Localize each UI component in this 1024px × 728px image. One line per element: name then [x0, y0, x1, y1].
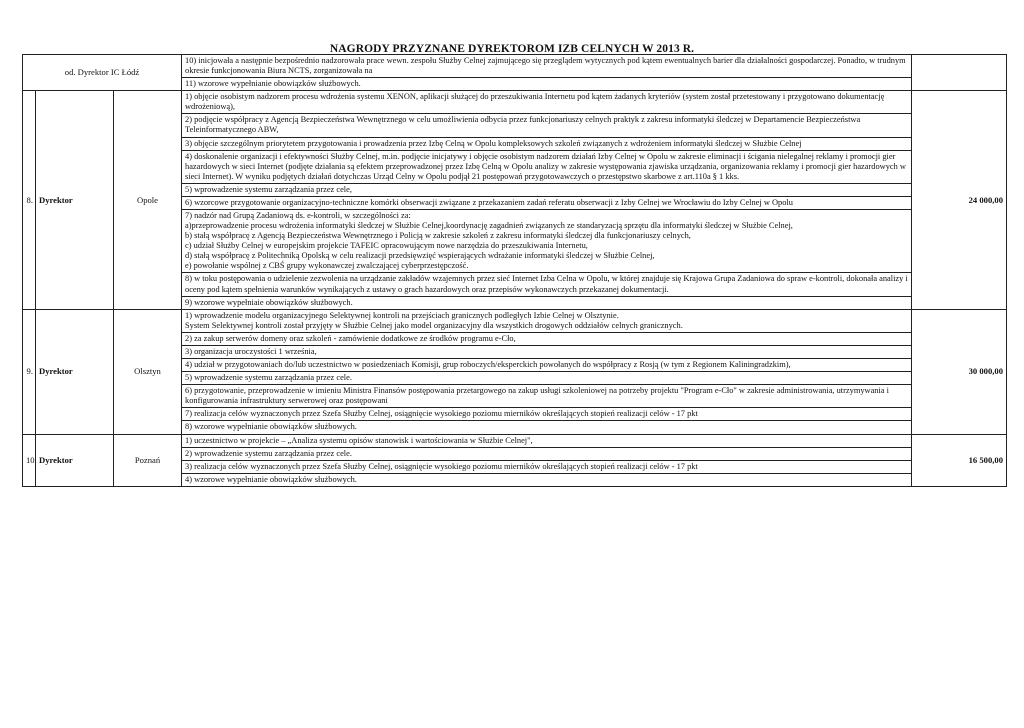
- page-title: NAGRODY PRZYZNANE DYREKTOROM IZB CELNYCH W 2013 R.: [329, 43, 695, 55]
- table-row: [23, 309, 1007, 332]
- office: Opole: [114, 91, 182, 309]
- award-reason: 8) wzorowe wypełnianie obowiązków służbowych.: [182, 421, 912, 434]
- table-row: [23, 434, 1007, 447]
- awards-table: [22, 54, 1007, 487]
- table-row: [23, 55, 1007, 78]
- award-reason: 4) doskonalenie organizacji i efektywności Służby Celnej, m.in. podjęcie inicjatywy i objęcie osobistym nadzorem działań Izby Celnej w Opolu w zakresie eliminacji i ścigania nielegalnej reklamy i promocji gier hazardowych w sieci Internet (podjęte działania są efektem przeprowadzonej przez Izbę Celną w Opolu analizy w zakresie występowania zjawiska urządzania, organizowania reklamy i promocji gier hazardowych w sieci Internet). W wyniku podjętych działań dotychczas Urząd Celny w Opolu podjął 21 postępowań przygotowawczych o przestępstwo skarbowe z art.110a § 1 kks.: [182, 150, 912, 183]
- award-reason: 7) realizacja celów wyznaczonych przez Szefa Służby Celnej, osiągnięcie wysokiego poziomu mierników określających stopień realizacji celów - 17 pkt: [182, 408, 912, 421]
- award-amount: [912, 55, 1007, 91]
- award-reason: 8) w toku postępowania o udzielenie zezwolenia na urządzanie zakładów wzajemnych przez sieć Internet Izba Celna w Opolu, w której znajduje się Krajowa Grupa Zadaniowa do spraw e-kontroli, dokonała analizy i oceny pod kątem spełnienia warunków wynikających z ustawy o grach hazardowych oraz przepisów wykonawczych przekazanej dokumentacji.: [182, 273, 912, 296]
- table-row: [23, 91, 1007, 114]
- office: Olsztyn: [114, 309, 182, 434]
- office: Poznań: [114, 434, 182, 486]
- award-reason: 6) wzorcowe przygotowanie organizacyjno-techniczne komórki obserwacji związane z przekazaniem zadań referatu obserwacji z Izby Celnej we Wrocławiu do Izby Celnej w Opolu: [182, 196, 912, 209]
- position: Dyrektor: [36, 434, 114, 486]
- award-reason: 4) wzorowe wypełnianie obowiązków służbowych.: [182, 473, 912, 486]
- award-reason: 3) realizacja celów wyznaczonych przez Szefa Służby Celnej, osiągnięcie wysokiego poziomu mierników określających stopień realizacji celów - 17 pkt: [182, 460, 912, 473]
- award-reason: 7) nadzór nad Grupą Zadaniową ds. e-kontroli, w szczególności za: a)przeprowadzenie procesu wdrożenia informatyki śledczej w Służbie Celnej,koordynację zagadnień związanych ze standaryzacją sprzętu dla informatyki śledczej w Służbie Celnej, b) stałą współpracę z Agencją Bezpieczeństwa Wewnętrznego i Policją w zakresie szkoleń z zakresu informatyki śledczej dla funkcjonariuszy celnych, c) udział Służby Celnej w europejskim projekcie TAFEIC opracowującym nowe narzędzia do przeszukiwania Internetu, d) stałą współpracę z Politechniką Opolską w celu realizacji przedsięwzięć wspierających wdrażanie informatyki śledczej w Służbie Celnej, e) powołanie wspólnej z CBŚ grupy wykonawczej zwalczającej cyberprzestępczość.: [182, 210, 912, 273]
- award-reason: 3) objęcie szczególnym priorytetem przygotowania i prowadzenia przez Izbę Celną w Opolu kompleksowych szkoleń związanych z wdrożeniem informatyki śledczej w Służbie Celnej: [182, 137, 912, 150]
- award-reason: 2) wprowadzenie systemu zarządzania przez cele.: [182, 447, 912, 460]
- award-reason: 2) za zakup serwerów domeny oraz szkoleń - zamówienie dodatkowe ze środków programu e-Cło,: [182, 332, 912, 345]
- award-amount: 24 000,00: [912, 91, 1007, 309]
- position: Dyrektor: [36, 91, 114, 309]
- position: Dyrektor: [36, 309, 114, 434]
- award-reason: 1) objęcie osobistym nadzorem procesu wdrożenia systemu XENON, aplikacji służącej do przeszukiwania Internetu pod kątem żadanych kryteriów (system został przetestowany i przygotowano dokumentację wdrożeniową),: [182, 91, 912, 114]
- row-number: 8.: [23, 91, 36, 309]
- award-reason: 11) wzorowe wypełnianie obowiązków służbowych.: [182, 78, 912, 91]
- award-reason: 10) inicjowała a następnie bezpośrednio nadzorowała prace wewn. zespołu Służby Celnej zajmującego się przeglądem wytycznych pod kątem ewentualnych barier dla działalności gospodarczej. Ponadto, w trudnym okresie funkcjonowania Biura NCTS, zorganizowała na: [182, 55, 912, 78]
- award-reason: 1) uczestnictwo w projekcie – „Analiza systemu opisów stanowisk i wartościowania w Służbie Celnej",: [182, 434, 912, 447]
- row-number: 9.: [23, 309, 36, 434]
- award-reason: 4) udział w przygotowaniach do/lub uczestnictwo w posiedzeniach Komisji, grup roboczych/eksperckich powołanych do współpracy z Rosją (w tym z Regionem Kaliningradzkim),: [182, 359, 912, 372]
- award-amount: 16 500,00: [912, 434, 1007, 486]
- award-reason: 1) wprowadzenie modelu organizacyjnego Selektywnej kontroli na przejściach granicznych podległych Izbie Celnej w Olsztynie. System Selektywnej kontroli został przyjęty w Służbie Celnej jako model organizacyjny dla wszystkich drogowych oddziałów celnych granicznych.: [182, 309, 912, 332]
- row-number: 10.: [23, 434, 36, 486]
- director-name: od. Dyrektor IC Łódź: [23, 55, 182, 91]
- award-reason: 5) wprowadzenie systemu zarządzania przez cele,: [182, 183, 912, 196]
- award-reason: 3) organizacja uroczystości 1 września,: [182, 345, 912, 358]
- award-reason: 5) wprowadzenie systemu zarządzania przez cele.: [182, 372, 912, 385]
- awards-table-body: [23, 55, 1007, 487]
- award-reason: 2) podjęcie współpracy z Agencją Bezpieczeństwa Wewnętrznego w celu umożliwienia odbycia przez funkcjonariuszy celnych praktyk z zakresu informatyki śledczej w Departamencie Bezpieczeństwa Teleinformatycznego ABW,: [182, 114, 912, 137]
- award-amount: 30 000,00: [912, 309, 1007, 434]
- award-reason: 9) wzorowe wypełniaie obowiązków służbowych.: [182, 296, 912, 309]
- award-reason: 6) przygotowanie, przeprowadzenie w imieniu Ministra Finansów postępowania przetargowego na zakup usługi szkoleniowej na potrzeby projektu "Program e-Cło" w zakresie administrowania, utrzymywania i konfigurowania infrastruktury serwerowej oraz postępowani: [182, 385, 912, 408]
